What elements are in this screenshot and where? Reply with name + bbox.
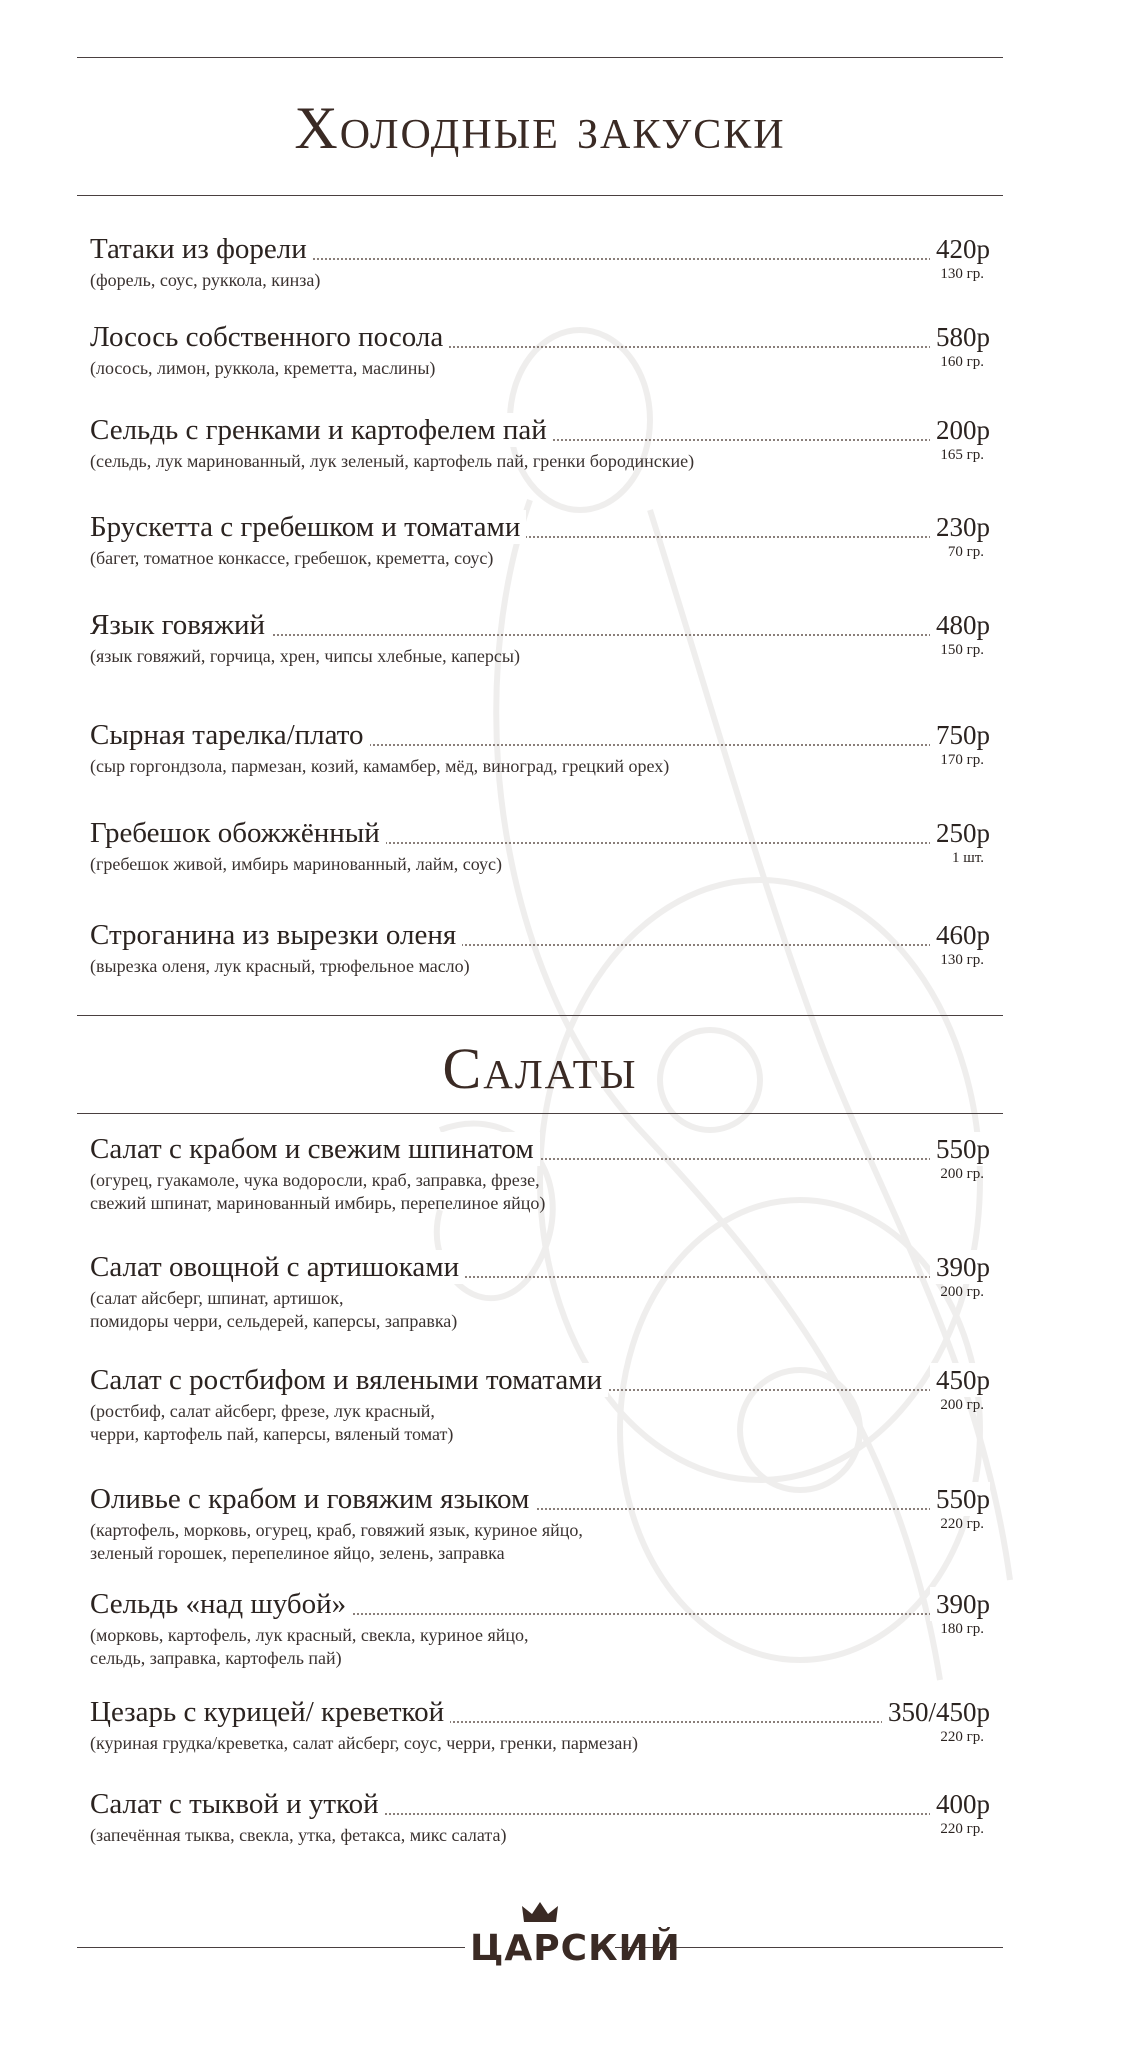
menu-item xyxy=(90,816,990,876)
menu-item-description xyxy=(90,450,990,473)
menu-item-description xyxy=(90,1624,990,1670)
menu-item-weight: 220 гр. xyxy=(940,1729,984,1745)
section-rule xyxy=(77,1113,1003,1114)
section-title-cold-appetizers: Холодные закуски xyxy=(294,95,786,161)
menu-item-price: 550р xyxy=(930,1482,990,1516)
menu-item-name: Салат с ростбифом и вялеными томатами xyxy=(90,1363,608,1397)
menu-item xyxy=(90,232,990,292)
menu-item xyxy=(90,1132,990,1215)
section-title-salads: Салаты xyxy=(442,1036,638,1101)
menu-item-description-line: (ростбиф, салат айсберг, фрезе, лук красный, xyxy=(90,1401,435,1421)
menu-item-weight: 1 шт. xyxy=(952,850,984,866)
crown-icon xyxy=(520,1900,560,1926)
menu-item-name: Салат с тыквой и уткой xyxy=(90,1787,385,1821)
menu-item-description xyxy=(90,955,990,978)
menu-item-weight: 170 гр. xyxy=(940,752,984,768)
menu-item xyxy=(90,1587,990,1670)
menu-item-name: Оливье с крабом и говяжим языком xyxy=(90,1482,535,1516)
menu-item-name: Цезарь с курицей/ креветкой xyxy=(90,1695,450,1729)
menu-item xyxy=(90,918,990,978)
menu-item-description xyxy=(90,1519,990,1565)
section-rule xyxy=(77,195,1003,196)
menu-item-weight: 150 гр. xyxy=(940,642,984,658)
menu-item-price: 480р xyxy=(930,608,990,642)
menu-item-description-line: (лосось, лимон, руккола, креметта, маслины) xyxy=(90,358,436,378)
brand-logo-text: ЦАРСКИЙ xyxy=(470,1928,681,1969)
menu-item-description-line: (сыр горгондзола, пармезан, козий, камамбер, мёд, виноград, грецкий орех) xyxy=(90,756,670,776)
menu-item-name: Сырная тарелка/плато xyxy=(90,718,370,752)
footer-rule-left xyxy=(77,1947,465,1948)
menu-item-description-line: (картофель, морковь, огурец, краб, говяжий язык, куриное яйцо, xyxy=(90,1520,583,1540)
menu-item-weight: 180 гр. xyxy=(940,1621,984,1637)
menu-item-name: Салат овощной с артишоками xyxy=(90,1250,465,1284)
menu-item-name: Строганина из вырезки оленя xyxy=(90,918,462,952)
menu-item-description-line: (куриная грудка/креветка, салат айсберг, соус, черри, гренки, пармезан) xyxy=(90,1733,638,1753)
menu-item xyxy=(90,1250,990,1333)
menu-item-name: Сельдь «над шубой» xyxy=(90,1587,352,1621)
menu-item-description xyxy=(90,853,990,876)
menu-item-weight: 200 гр. xyxy=(940,1397,984,1413)
menu-item-description-line: черри, картофель пай, каперсы, вяленый томат) xyxy=(90,1424,454,1444)
menu-item-price: 390р xyxy=(930,1587,990,1621)
menu-item-price: 390р xyxy=(930,1250,990,1284)
menu-item-description-line: (гребешок живой, имбирь маринованный, лайм, соус) xyxy=(90,854,503,874)
menu-item-weight: 70 гр. xyxy=(947,544,984,560)
menu-item-weight: 160 гр. xyxy=(940,354,984,370)
menu-item-weight: 165 гр. xyxy=(940,447,984,463)
menu-item xyxy=(90,413,990,473)
menu-item-price: 580р xyxy=(930,320,990,354)
menu-item-description-line: (морковь, картофель, лук красный, свекла, куриное яйцо, xyxy=(90,1625,529,1645)
menu-item-description xyxy=(90,269,990,292)
menu-item-name: Лосось собственного посола xyxy=(90,320,449,354)
menu-item-description xyxy=(90,1824,990,1847)
menu-item-price: 550р xyxy=(930,1132,990,1166)
menu-item-weight: 200 гр. xyxy=(940,1166,984,1182)
top-rule xyxy=(77,57,1003,58)
menu-item-name: Салат с крабом и свежим шпинатом xyxy=(90,1132,540,1166)
menu-item-weight: 130 гр. xyxy=(940,952,984,968)
menu-item-description-line: свежий шпинат, маринованный имбирь, перепелиное яйцо) xyxy=(90,1193,546,1213)
menu-item-description-line: (язык говяжий, горчица, хрен, чипсы хлебные, каперсы) xyxy=(90,646,520,666)
menu-item-description xyxy=(90,1400,990,1446)
menu-item xyxy=(90,718,990,778)
menu-item xyxy=(90,510,990,570)
menu-item-price: 750р xyxy=(930,718,990,752)
menu-item-description-line: зеленый горошек, перепелиное яйцо, зелень, заправка xyxy=(90,1543,505,1563)
menu-item xyxy=(90,1695,990,1755)
menu-item-name: Татаки из форели xyxy=(90,232,313,266)
menu-item-description-line: (салат айсберг, шпинат, артишок, xyxy=(90,1288,344,1308)
menu-item xyxy=(90,608,990,668)
menu-item-description xyxy=(90,1732,990,1755)
menu-item-price: 200р xyxy=(930,413,990,447)
menu-item-price: 400р xyxy=(930,1787,990,1821)
menu-item-description xyxy=(90,357,990,380)
menu-item-description xyxy=(90,645,990,668)
menu-item-description-line: (багет, томатное конкассе, гребешок, креметта, соус) xyxy=(90,548,494,568)
menu-item-price: 350/450р xyxy=(882,1695,990,1729)
menu-item-name: Сельдь с гренками и картофелем пай xyxy=(90,413,553,447)
menu-item-description-line: (вырезка оленя, лук красный, трюфельное масло) xyxy=(90,956,470,976)
menu-item-description-line: (сельдь, лук маринованный, лук зеленый, картофель пай, гренки бородинские) xyxy=(90,451,695,471)
menu-item xyxy=(90,1482,990,1565)
menu-item-description-line: сельдь, заправка, картофель пай) xyxy=(90,1648,342,1668)
menu-item-description xyxy=(90,547,990,570)
menu-item-description xyxy=(90,1287,990,1333)
menu-item-description-line: помидоры черри, сельдерей, каперсы, заправка) xyxy=(90,1311,458,1331)
menu-item-name: Гребешок обожжённый xyxy=(90,816,386,850)
menu-item xyxy=(90,1363,990,1446)
menu-item-description-line: (запечённая тыква, свекла, утка, фетакса, микс салата) xyxy=(90,1825,507,1845)
menu-item-weight: 220 гр. xyxy=(940,1821,984,1837)
menu-item-weight: 130 гр. xyxy=(940,266,984,282)
menu-item-name: Язык говяжий xyxy=(90,608,271,642)
menu-item-price: 230р xyxy=(930,510,990,544)
brand-logo xyxy=(470,1900,681,1980)
section-divider xyxy=(77,1015,1003,1016)
menu-item-price: 450р xyxy=(930,1363,990,1397)
menu-item-description xyxy=(90,755,990,778)
menu-item xyxy=(90,320,990,380)
menu-item-price: 460р xyxy=(930,918,990,952)
menu-item-price: 250р xyxy=(930,816,990,850)
menu-item-price: 420р xyxy=(930,232,990,266)
menu-item-description-line: (форель, соус, руккола, кинза) xyxy=(90,270,321,290)
menu-item-description-line: (огурец, гуакамоле, чука водоросли, краб, заправка, фрезе, xyxy=(90,1170,540,1190)
menu-item xyxy=(90,1787,990,1847)
menu-item-weight: 200 гр. xyxy=(940,1284,984,1300)
menu-item-description xyxy=(90,1169,990,1215)
menu-item-name: Брускетта с гребешком и томатами xyxy=(90,510,526,544)
menu-item-weight: 220 гр. xyxy=(940,1516,984,1532)
